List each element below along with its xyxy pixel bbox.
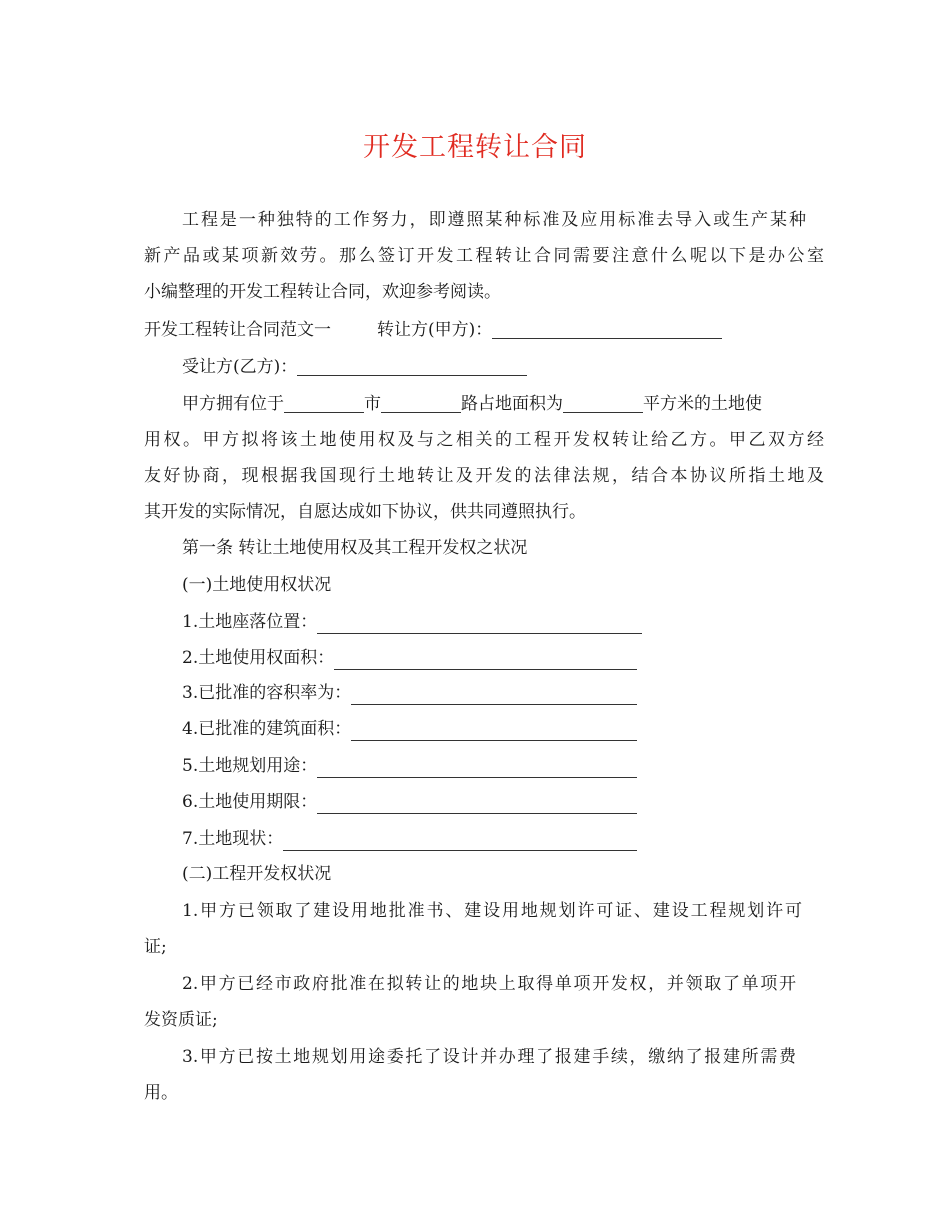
plot-ratio-field[interactable] xyxy=(351,682,637,705)
party-b-line xyxy=(182,349,862,385)
land-area-field[interactable] xyxy=(334,647,637,670)
item-label: 7.土地现状： xyxy=(182,829,284,849)
land-use-field[interactable] xyxy=(317,755,637,778)
item-label: 4.已批准的建筑面积： xyxy=(182,719,352,739)
party-b-label: 受让方(乙方)： xyxy=(182,357,298,377)
section1-item xyxy=(182,675,637,711)
section2-item-2-line-2: 发资质证; xyxy=(144,1010,218,1030)
item-label: 2.土地使用权面积： xyxy=(182,648,335,668)
section2-item-3-line-1: 3.甲方已按土地规划用途委托了设计并办理了报建手续，缴纳了报建所需费 xyxy=(182,1047,796,1067)
item-label: 3.已批准的容积率为： xyxy=(182,683,352,703)
section1-item xyxy=(182,640,637,676)
section2-item-2-line-1: 2.甲方已经市政府批准在拟转让的地块上取得单项开发权，并领取了单项开 xyxy=(182,974,796,994)
intro-line-2: 新产品或某项新效劳。那么签订开发工程转让合同需要注意什么呢以下是办公室 xyxy=(144,246,824,266)
article-1-heading: 第一条 转让土地使用权及其工程开发权之状况 xyxy=(182,538,528,558)
city-field[interactable] xyxy=(284,390,364,413)
party-b-field[interactable] xyxy=(297,353,527,376)
section1-item xyxy=(182,748,637,784)
para1-line-3: 友好协商，现根据我国现行土地转让及开发的法律法规，结合本协议所指土地及 xyxy=(144,466,824,486)
party-a-field[interactable] xyxy=(492,316,722,339)
section1-item xyxy=(182,821,637,857)
section1-item xyxy=(182,784,637,820)
section2-item-1-line-1: 1.甲方已领取了建设用地批准书、建设用地规划许可证、建设工程规划许可 xyxy=(182,901,802,921)
section1-item xyxy=(182,604,642,640)
para1-line-2: 用权。甲方拟将该土地使用权及与之相关的工程开发权转让给乙方。甲乙双方经 xyxy=(144,430,824,450)
para1-line-1 xyxy=(182,386,862,422)
road-field[interactable] xyxy=(381,390,461,413)
para1-line-4: 其开发的实际情况，自愿达成如下协议，供共同遵照执行。 xyxy=(144,502,586,522)
para1-text: 市 xyxy=(364,394,381,414)
sample-heading: 开发工程转让合同范文一 xyxy=(144,320,331,340)
building-area-field[interactable] xyxy=(351,718,637,741)
document-title: 开发工程转让合同 xyxy=(363,132,587,163)
intro-line-3: 小编整理的开发工程转让合同，欢迎参考阅读。 xyxy=(144,282,501,302)
para1-text: 平方米的土地使 xyxy=(643,394,762,414)
section-2-title: (二)工程开发权状况 xyxy=(182,864,332,884)
area-field[interactable] xyxy=(563,390,643,413)
party-a-label: 转让方(甲方)： xyxy=(377,320,493,340)
intro-line-1: 工程是一种独特的工作努力，即遵照某种标准及应用标准去导入或生产某种 xyxy=(182,210,806,230)
item-label: 1.土地座落位置： xyxy=(182,612,318,632)
section2-item-3-line-2: 用。 xyxy=(144,1083,178,1103)
location-field[interactable] xyxy=(317,611,642,634)
section-1-title: (一)土地使用权状况 xyxy=(182,575,332,595)
section1-item xyxy=(182,711,637,747)
status-field[interactable] xyxy=(283,828,637,851)
term-field[interactable] xyxy=(317,791,637,814)
para1-text: 路占地面积为 xyxy=(461,394,563,414)
section2-item-1-line-2: 证; xyxy=(144,937,167,957)
para1-text: 甲方拥有位于 xyxy=(182,394,284,414)
item-label: 6.土地使用期限： xyxy=(182,792,318,812)
party-a-line xyxy=(144,312,824,348)
item-label: 5.土地规划用途： xyxy=(182,756,318,776)
